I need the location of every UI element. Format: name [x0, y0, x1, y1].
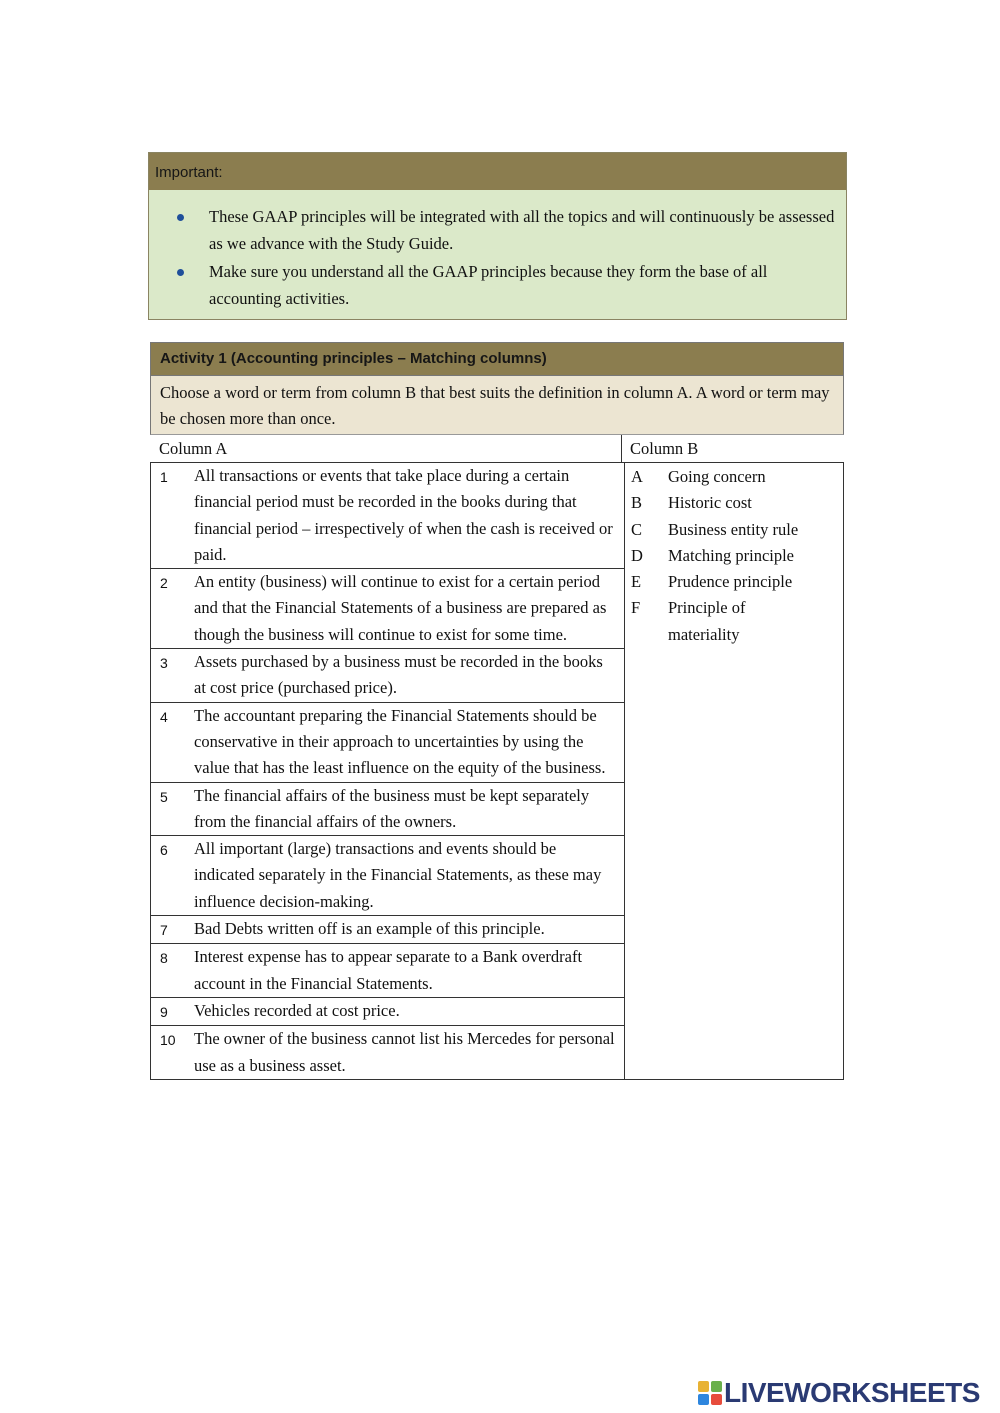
activity-table: [150, 342, 844, 1080]
option-item: [623, 517, 843, 543]
important-heading: Important:: [149, 153, 846, 190]
row-definition: Bad Debts written off is an example of this principle.: [194, 919, 545, 939]
table-row: [151, 703, 624, 783]
row-definition: The financial affairs of the business must be kept separately from the financial affairs of the owners.: [194, 785, 590, 831]
bullet-dot-icon: [177, 214, 184, 221]
logo-square: [698, 1381, 709, 1392]
table-row: [151, 998, 624, 1026]
column-b-header: Column B: [630, 439, 699, 458]
activity-title: Activity 1 (Accounting principles – Matching columns): [150, 342, 844, 375]
option-item: [623, 490, 843, 516]
important-bullet: [149, 203, 838, 257]
row-number: 1: [160, 469, 168, 485]
option-item: [623, 543, 843, 569]
option-letter: F: [631, 598, 641, 618]
option-letter: A: [631, 467, 643, 486]
table-row: [151, 649, 624, 703]
row-number: 4: [160, 708, 168, 725]
option-letter: D: [631, 545, 643, 565]
table-row: [151, 569, 624, 649]
important-bullet-text: Make sure you understand all the GAAP principles because they form the base of all accounting activities.: [209, 262, 768, 308]
row-definition: All transactions or events that take place during a certain financial period must be recorded in the books during that financial period – irrespectively of when the cash is received or paid.: [194, 466, 613, 564]
option-letter: C: [631, 519, 643, 539]
option-term: Going concern: [668, 467, 766, 486]
important-bullet-text: These GAAP principles will be integrated with all the topics and will continuously be assessed as we advance with the Study Guide.: [209, 207, 835, 253]
row-definition: All important (large) transactions and events should be indicated separately in the Financial Statements, as these may influence decision-making.: [194, 839, 602, 911]
option-letter: E: [631, 572, 642, 592]
column-a-rows: [150, 463, 625, 1080]
bullet-dot-icon: [177, 269, 184, 276]
row-definition: The accountant preparing the Financial Statements should be conservative in their approach to uncertainties by using the value that has the least influence on the equity of the business.: [194, 705, 606, 778]
option-term: Historic cost: [668, 493, 752, 513]
row-definition: The owner of the business cannot list his Mercedes for personal use as a business asset.: [194, 1029, 615, 1075]
logo-square: [711, 1394, 722, 1405]
table-row: [151, 1026, 624, 1079]
column-headers: [150, 435, 844, 463]
logo-text: LIVEWORKSHEETS: [724, 1377, 980, 1408]
row-definition: Interest expense has to appear separate to a Bank overdraft account in the Financial Statements.: [194, 947, 583, 993]
option-term: Matching principle: [668, 545, 795, 565]
row-definition: Assets purchased by a business must be recorded in the books at cost price (purchased price).: [194, 652, 603, 698]
row-number: 7: [160, 922, 168, 939]
logo-mark-icon: [698, 1381, 722, 1405]
table-row: [151, 783, 624, 837]
option-term: Prudence principle: [668, 572, 793, 592]
option-term: Principle of materiality: [668, 598, 746, 644]
matching-table: [150, 435, 844, 1080]
option-term: Business entity rule: [668, 519, 799, 539]
row-number: 9: [160, 1003, 168, 1020]
liveworksheets-logo[interactable]: [698, 1376, 980, 1410]
logo-square: [711, 1381, 722, 1392]
option-item: [623, 464, 843, 490]
important-bullet: [149, 258, 838, 312]
row-definition: An entity (business) will continue to exist for a certain period and that the Financial Statements of a business are prepared as though the business will continue to exist for some time.: [194, 572, 607, 644]
activity-instruction: Choose a word or term from column B that best suits the definition in column A. A word or term may be chosen more than once.: [150, 375, 844, 435]
column-b-options: [623, 463, 844, 1080]
table-row: [151, 463, 624, 569]
option-item: [623, 595, 843, 648]
row-number: 8: [160, 950, 168, 967]
row-number: 10: [160, 1032, 176, 1049]
important-box: [148, 152, 847, 320]
row-number: 2: [160, 575, 168, 592]
option-item: [623, 569, 843, 595]
option-letter: B: [631, 493, 643, 513]
logo-square: [698, 1394, 709, 1405]
column-a-header: Column A: [150, 435, 622, 462]
important-list: [149, 190, 846, 319]
row-number: 3: [160, 655, 168, 672]
row-number: 5: [160, 788, 168, 805]
table-row: [151, 916, 624, 944]
table-row: [151, 944, 624, 998]
row-definition: Vehicles recorded at cost price.: [194, 1000, 400, 1020]
table-row: [151, 836, 624, 916]
row-number: 6: [160, 842, 168, 859]
